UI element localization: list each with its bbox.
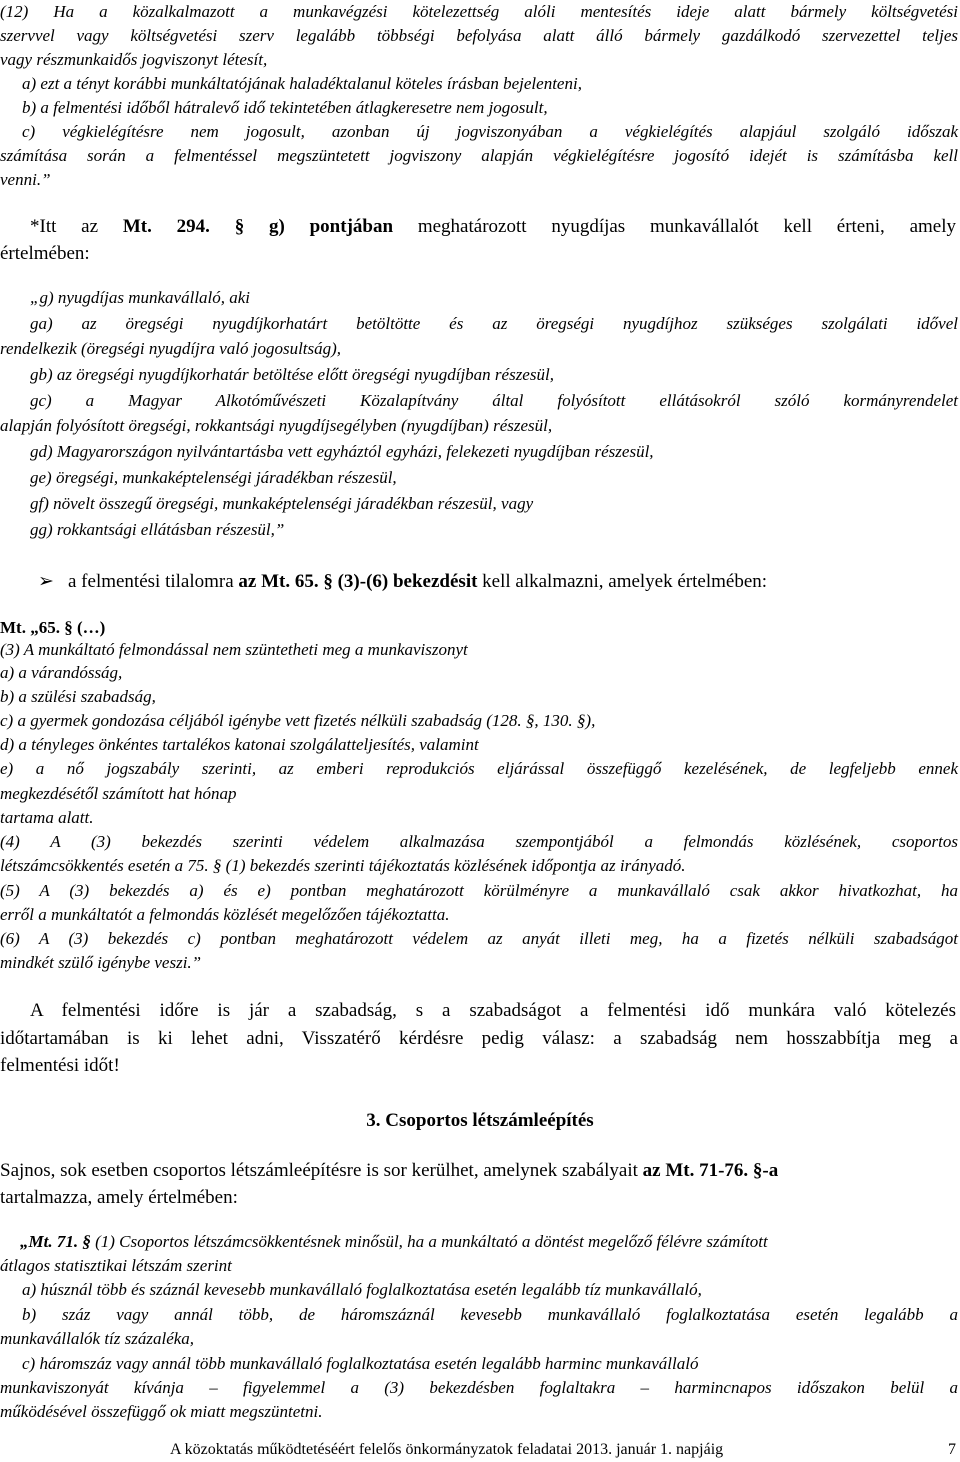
page-number: 7 xyxy=(948,1441,956,1458)
text-line: (3) A munkáltató felmondással nem szüntetheti meg a munkaviszonyt xyxy=(0,640,468,659)
body-paragraph-line xyxy=(0,1161,958,1180)
text-line: b) a felmentési időből hátralevő idő tekintetében átlagkeresetre nem jogosult, xyxy=(22,98,548,117)
text-line: c) végkielégítésre nem jogosult, azonban új jogviszonyában a végkielégítés alapjául szolgáló időszak xyxy=(22,122,958,141)
bold-reference: az Mt. 71-76. §-a xyxy=(642,1160,779,1181)
text-line: vagy részmunkaidős jogviszonyt létesít, xyxy=(0,50,268,69)
text-span: (1) Csoportos létszámcsökkentésnek minősül, ha a munkáltató a döntést megelőző félévre számított xyxy=(90,1232,768,1251)
arrow-bullet-icon: ➢ xyxy=(38,571,54,592)
text-span: kell alkalmazni, amelyek értelmében: xyxy=(477,571,768,592)
body-paragraph-line: felmentési időt! xyxy=(0,1055,120,1076)
text-line: számítása során a felmentéssel megszüntetett jogviszony alapján végkielégítésre jogosító idejét is számításba kell xyxy=(0,146,958,165)
text-line: (6) A (3) bekezdés c) pontban meghatározott védelem az anyát illeti meg, ha a fizetés nélküli szabadságot xyxy=(0,929,958,948)
text-line: c) háromszáz vagy annál több munkavállaló foglalkoztatása esetén legalább harminc munkavállaló xyxy=(22,1354,699,1373)
body-paragraph-line: A felmentési időre is jár a szabadság, s a szabadságot a felmentési idő munkára való kötelezés xyxy=(30,1000,956,1021)
text-line: tartama alatt. xyxy=(0,808,94,827)
text-line: alapján folyósított öregségi, rokkantsági nyugdíjsegélyben (nyugdíjban) részesül, xyxy=(0,416,553,435)
text-line: „g) nyugdíjas munkavállaló, aki xyxy=(30,288,251,307)
text-line: működésével összefüggő ok miatt megszüntetni. xyxy=(0,1402,323,1421)
bold-reference: „Mt. 71. § xyxy=(20,1232,91,1251)
text-line: a) húsznál több és száznál kevesebb munkavállaló foglalkoztatása esetén legalább tíz munkavállaló, xyxy=(22,1280,702,1299)
text-line: gc) a Magyar Alkotóművészeti Közalapítvány által folyósított ellátásokról szóló kormányrendelet xyxy=(30,391,958,410)
text-line: rendelkezik (öregségi nyugdíjra való jogosultság), xyxy=(0,339,342,358)
text-line: gd) Magyarországon nyilvántartásba vett egyháztól egyházi, felekezeti nyugdíjban részesül, xyxy=(30,442,654,461)
text-line: (12) Ha a közalkalmazott a munkavégzési kötelezettség alóli mentesítés ideje alatt bármely költségvetési xyxy=(0,2,958,21)
text-line: ge) öregségi, munkaképtelenségi járadékban részesül, xyxy=(30,468,397,487)
bold-reference: Mt. 294. § g) pontjában xyxy=(122,216,394,237)
page-footer xyxy=(170,1441,956,1459)
text-line: c) a gyermek gondozása céljából igénybe vett fizetés nélküli szabadság (128. §, 130. §), xyxy=(0,711,596,730)
body-paragraph-line: időtartamában is ki lehet adni, Visszatérő kérdésre pedig válasz: a szabadság nem hosszabbítja meg a xyxy=(0,1028,958,1049)
bullet-item xyxy=(38,572,938,591)
footer-text: A közoktatás működtetéséért felelős önkormányzatok feladatai 2013. január 1. napjáig xyxy=(170,1441,724,1458)
text-line: a) ezt a tényt korábbi munkáltatójának haladéktalanul köteles írásban bejelenteni, xyxy=(22,74,582,93)
text-line: b) száz vagy annál több, de háromszáznál kevesebb munkavállaló foglalkoztatása esetén legalább a xyxy=(22,1305,958,1324)
text-line: mindkét szülő igénybe veszi.” xyxy=(0,953,202,972)
text-span: Sajnos, sok esetben csoportos létszámleépítésre is sor kerülhet, amelynek szabályait xyxy=(0,1160,643,1181)
text-line xyxy=(20,1233,958,1250)
text-line: (5) A (3) bekezdés a) és e) pontban meghatározott körülményre a munkavállaló csak akkor hivatkozhat, ha xyxy=(0,881,958,900)
text-line: létszámcsökkentés esetén a 75. § (1) bekezdés szerinti tájékoztatás közlésének időpontja az irányadó. xyxy=(0,856,686,875)
text-line: a) a várandósság, xyxy=(0,663,123,682)
text-line: munkaviszonyát kívánja – figyelemmel a (3) bekezdésben foglaltakra – harmincnapos időszakon belül a xyxy=(0,1378,958,1397)
text-line: megkezdésétől számított hat hónap xyxy=(0,784,237,803)
section-heading: 3. Csoportos létszámleépítés xyxy=(366,1110,594,1131)
text-line: d) a tényleges önkéntes tartalékos katonai szolgálatteljesítés, valamint xyxy=(0,735,479,754)
text-line: venni.” xyxy=(0,170,51,189)
text-line: b) a szülési szabadság, xyxy=(0,687,156,706)
text-line: munkavállalók tíz százaléka, xyxy=(0,1329,195,1348)
bold-reference: az Mt. 65. § (3)-(6) bekezdésit xyxy=(238,571,478,592)
text-line: ga) az öregségi nyugdíjkorhatárt betöltötte és az öregségi nyugdíjhoz szükséges szolgálati idővel xyxy=(30,314,958,333)
text-line: erről a munkáltatót a felmondás közlését megelőzően tájékoztatta. xyxy=(0,905,450,924)
text-line: átlagos statisztikai létszám szerint xyxy=(0,1256,232,1275)
text-span: meghatározott nyugdíjas munkavállalót kell érteni, amely xyxy=(393,216,956,237)
section-reference: Mt. „65. § (…) xyxy=(0,618,106,637)
text-line: szervvel vagy költségvetési szerv legalább többségi befolyása alatt álló bármely gazdálkodó szervezettel teljes xyxy=(0,26,958,45)
body-paragraph-line xyxy=(30,217,956,236)
text-line: e) a nő jogszabály szerinti, az emberi reprodukciós eljárással összefüggő kezelésének, de legfeljebb ennek xyxy=(0,759,958,778)
body-paragraph-line: értelmében: xyxy=(0,243,90,264)
text-line: (4) A (3) bekezdés szerinti védelem alkalmazása szempontjából a felmondás közlésének, csoportos xyxy=(0,832,958,851)
text-line: gg) rokkantsági ellátásban részesül,” xyxy=(30,520,285,539)
text-span: *Itt az xyxy=(30,216,123,237)
text-line: gf) növelt összegű öregségi, munkaképtelenségi járadékban részesül, vagy xyxy=(30,494,534,513)
text-span: a felmentési tilalomra xyxy=(68,571,239,592)
text-line: gb) az öregségi nyugdíjkorhatár betöltése előtt öregségi nyugdíjban részesül, xyxy=(30,365,554,384)
body-paragraph-line: tartalmazza, amely értelmében: xyxy=(0,1187,238,1208)
